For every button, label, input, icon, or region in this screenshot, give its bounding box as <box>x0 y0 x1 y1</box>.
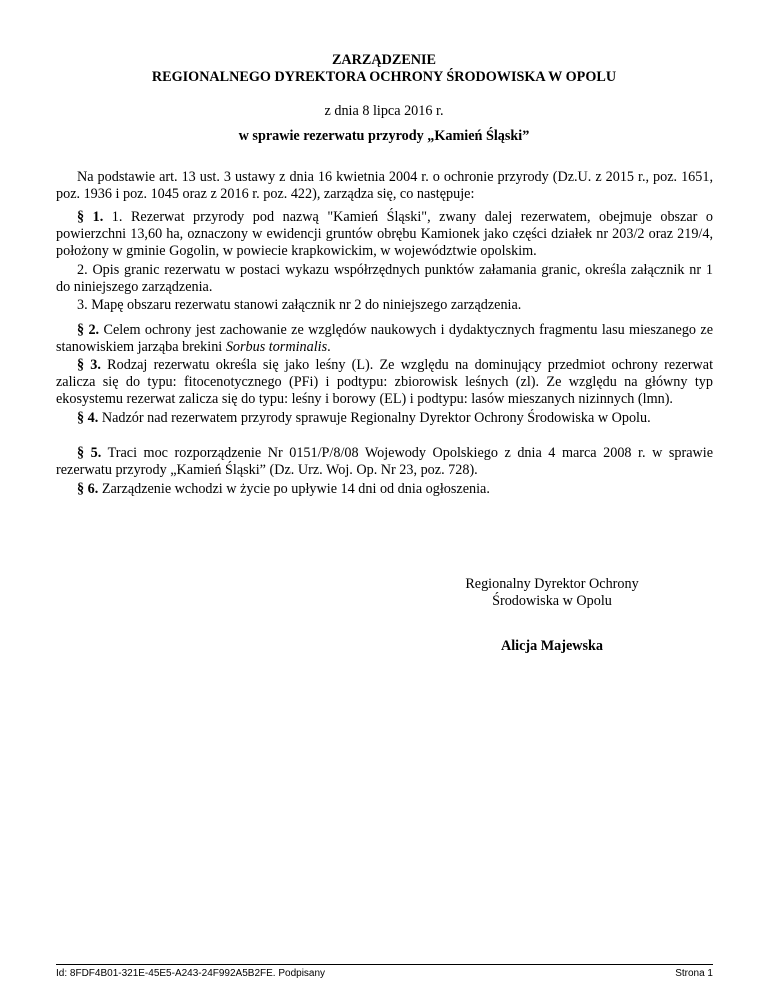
section-3-paragraph <box>56 357 713 408</box>
signatory-title <box>452 576 652 610</box>
section-1-point-2: 2. Opis granic rezerwatu w postaci wykazu współrzędnych punktów załamania granic, określa załącznik nr 1 do niniejszego zarządzenia. <box>56 262 713 295</box>
section-6-paragraph <box>56 481 713 498</box>
signatory-title-line-1: Regionalny Dyrektor Ochrony <box>465 576 639 592</box>
document-id: Id: 8FDF4B01-321E-45E5-A243-24F992A5B2FE. Podpisany <box>56 968 326 979</box>
section-5-mark: § 5. <box>77 445 102 461</box>
section-1-paragraph <box>56 209 713 260</box>
issuer-heading: REGIONALNEGO DYREKTORA OCHRONY ŚRODOWISKA W OPOLU <box>151 69 617 85</box>
page-number: Strona 1 <box>675 968 713 979</box>
section-1-point-3: 3. Mapę obszaru rezerwatu stanowi załącznik nr 2 do niniejszego zarządzenia. <box>77 297 522 313</box>
section-5-paragraph <box>56 445 713 479</box>
section-2-text: Celem ochrony jest zachowanie ze względów naukowych i dydaktycznych fragmentu lasu mieszanego ze stanowiskiem jarząba brekini <box>56 322 713 355</box>
document-date: z dnia 8 lipca 2016 r. <box>324 103 444 119</box>
section-6-text: Zarządzenie wchodzi w życie po upływie 14 dni od dnia ogłoszenia. <box>101 481 490 497</box>
section-5-text: Traci moc rozporządzenie Nr 0151/P/8/08 Wojewody Opolskiego z dnia 4 marca 2008 r. w sprawie rezerwatu przyrody „Kamień Śląski” (Dz. Urz. Woj. Op. Nr 23, poz. 728). <box>56 445 714 478</box>
section-2-paragraph <box>56 322 713 356</box>
section-4-paragraph <box>56 410 713 427</box>
document-subject: w sprawie rezerwatu przyrody „Kamień Śląski” <box>238 128 530 144</box>
section-2-end: . <box>327 339 331 355</box>
section-2-mark: § 2. <box>77 322 100 338</box>
footer-divider <box>56 964 713 965</box>
section-2-latin-name: Sorbus torminalis <box>225 339 328 355</box>
document-type-heading: ZARZĄDZENIE <box>331 52 437 68</box>
section-1-text: 1. Rezerwat przyrody pod nazwą "Kamień Śląski", zwany dalej rezerwatem, obejmuje obszar o powierzchni 13,60 ha, oznaczony w ewidencji gruntów obrębu Kamionek jako części działek nr 203/2 oraz 219/4, położony w gminie Gogolin, w powiecie krapkowickim, w województwie opolskim. <box>56 209 713 259</box>
section-4-mark: § 4. <box>77 410 99 426</box>
section-1-mark: § 1. <box>77 209 104 225</box>
section-3-text: Rodzaj rezerwatu określa się jako leśny (L). Ze względu na dominujący przedmiot ochrony rezerwat zalicza się do typu: fitocenotycznego (PFi) i podtypu: zbiorowisk leśnych (zl). Ze względu na główny typ ekosystemu rezerwat zalicza się do typu: leśny i borowy (EL) i podtypu: lasów mieszanych nizinnych (lmn). <box>56 357 714 407</box>
section-6-mark: § 6. <box>77 481 99 497</box>
signatory-title-line-2: Środowiska w Opolu <box>492 593 612 609</box>
signatory-name: Alicja Majewska <box>500 638 604 654</box>
section-3-mark: § 3. <box>77 357 101 373</box>
legal-basis-paragraph: Na podstawie art. 13 ust. 3 ustawy z dnia 16 kwietnia 2004 r. o ochronie przyrody (Dz.U. z 2015 r., poz. 1651, poz. 1936 i poz. 1045 oraz z 2016 r. poz. 422), zarządza się, co następuje: <box>56 169 713 202</box>
section-4-text: Nadzór nad rezerwatem przyrody sprawuje Regionalny Dyrektor Ochrony Środowiska w Opolu. <box>101 410 651 426</box>
